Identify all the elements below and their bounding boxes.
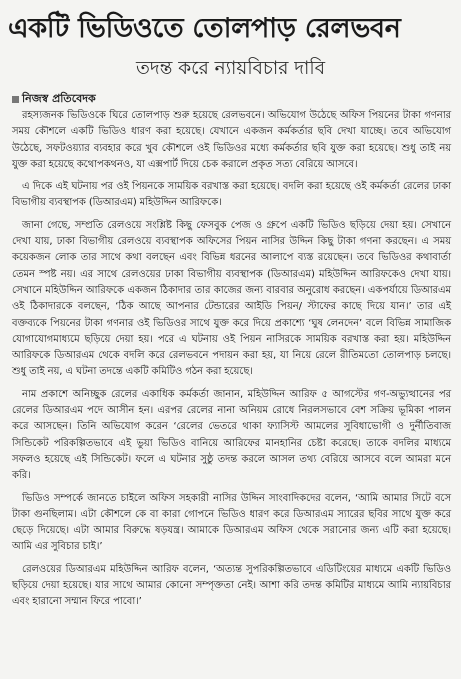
byline — [12, 92, 461, 106]
subheadline: তদন্ত করে ন্যায়বিচার দাবি — [135, 58, 325, 79]
paragraph: এ দিকে এই ঘটনায় পর ওই পিয়নকে সাময়িক বরখাস্ত করা হয়েছে। বদলি করা হয়েছে ওই কর্মকর্তা রেলের ঢাকা বিভাগীয় ব্যবস্থাপক (ডিআরএম) মহিউদ্দিন আরিফকে। — [12, 181, 451, 209]
paragraph: ভিডিও সম্পর্কে জানতে চাইলে অফিস সহকারী নাসির উদ্দিন সাংবাদিকদের বলেন, ‘আমি আমার সিটে বসে টাকা গুনছিলাম। এটা কৌশলে কে বা কারা গোপনে ভিডিও ধারণ করে ডিআরএম স্যারের ছবির সাথে যুক্ত করে ছেড়ে দিয়েছে। এটা আমার বিরুদ্ধে ষড়যন্ত্র। আমাকে ডিআরএম অফিস থেকে সরানোর জন্য এটি করা হয়েছে। আমি এর সুবিচার চাই।’ — [12, 492, 451, 553]
paragraph: নাম প্রকাশে অনিচ্ছুক রেলের একাধিক কর্মকর্তা জানান, মহিউদ্দিন আরিফ ৫ আগস্টের গণ-অভ্যুত্থানের পর রেলের ডিআরএম পদে আসীন হন। এরপর রেলের নানা অনিয়ম রোধে নিরলসভাবে বেশ সক্রিয় ভূমিকা পালন করে আসছেন। তিনি অভিযোগ করেন ‘রেলের ভেতরে থাকা ফ্যাসিস্ট আমলের সুবিধাভোগী ও দুর্নীতিবাজ সিন্ডিকেট পরিকল্পিতভাবে এই ভুয়া ভিডিও বানিয়ে আরিফের মানহানির চেষ্টা করেছে। তাকে বদলির মাধ্যমে সফলও হয়েছে এই সিন্ডিকেট। ফলে এ ঘটনার সুষ্ঠু তদন্ত করলে আসল তথ্য বেরিয়ে আসবে বলে আমরা মনে করি। — [12, 388, 451, 482]
square-bullet-icon — [12, 96, 19, 103]
paragraph: রেলওয়ের ডিআরএম মহিউদ্দিন আরিফ বলেন, ‘অত্যন্ত সুপরিকল্পিতভাবে এডিটিংয়ের মাধ্যমে একটি ভিডিও ছড়িয়ে দেয়া হয়েছে। যার সাথে আমার কোনো সম্পৃক্ততা নেই। আশা করি তদন্ত কমিটির মাধ্যমে আমি ন্যায়বিচার এবং হারানো সম্মান ফিরে পাবো।’ — [12, 563, 451, 608]
byline-text: নিজস্ব প্রতিবেদক — [22, 92, 96, 105]
headline: একটি ভিডিওতে তোলপাড় রেলভবন — [8, 13, 401, 44]
article-body — [0, 106, 461, 611]
paragraph: রহস্যজনক ভিডিওকে ঘিরে তোলপাড় শুরু হয়েছে রেলভবনে। অভিযোগ উঠেছে অফিস পিয়নের টাকা গণনার সময় কৌশলে একটি ভিডিও ধারণ করা হয়েছে। যেখানে একজন কর্মকর্তার ছবি দেখা যাচ্ছে। তবে অভিযোগ উঠেছে, সফটওয়্যার ব্যবহার করে খুব কৌশলে ওই ভিডিওর মধ্যে কর্মকর্তার ছবি যুক্ত করা হয়েছে। শুধু তাই নয় যুক্ত করা হয়েছে কথোপকথনও, যা এক্সপার্ট দিয়ে চেক করালে প্রকৃত সত্য বেরিয়ে আসবে। — [12, 110, 451, 170]
paragraph: জানা গেছে, সম্প্রতি রেলওয়ে সংশ্লিষ্ট কিছু ফেসবুক পেজ ও গ্রুপে একটি ভিডিও ছড়িয়ে দেয়া হয়। সেখানে দেখা যায়, ঢাকা বিভাগীয় রেলওয়ে ব্যবস্থাপক অফিসের পিয়ন নাসির উদ্দিন কিছু টাকা গণনা করছেন। এ সময় কয়েকজন লোক তার সাথে কথা বলছেন এবং বিভিন্ন ধরনের আলাপে ব্যস্ত রয়েছেন। তবে ভিডিওর কথাবার্তা তেমন স্পষ্ট নয়। এর সাথে রেলওয়ের ঢাকা বিভাগীয় ব্যবস্থাপক (ডিআরএম) মহিউদ্দিন আরিফকেও দেখা যায়। সেখানে মহিউদ্দিন আরিফকে একজন ঠিকাদার তার কাজের জন্য বারবার অনুরোধ করছেন। একপর্যায়ে ডিআরএম ওই ঠিকাদারকে বলছেন, ‘ঠিক আছে আপনার টেন্ডারের আইডি পিয়ন/ স্টাফের কাছে দিয়ে যান।’ তার এই বক্তব্যকে পিয়নের টাকা গণনার ওই ভিডিওর সাথে যুক্ত করে দিয়ে প্রকাশ্যে ‘ঘুষ লেনদেন’ বলে বিভিন্ন সামাজিক যোগাযোগমাধ্যমে ছড়িয়ে দেয়া হয়। পরে এ ঘটনায় ওই পিয়ন নাসিরকে সাময়িক বরখাস্ত করা হয়। মহিউদ্দিন আরিফকে ডিআরএম থেকে বদলি করে রেলভবনে পদায়ন করা হয়, যা নিয়ে রেলে রীতিমতো তোলপাড় চলছে। শুধু তাই নয়, এ ঘটনা তদন্তে একটি কমিটিও গঠন করা হয়েছে। — [12, 219, 451, 378]
